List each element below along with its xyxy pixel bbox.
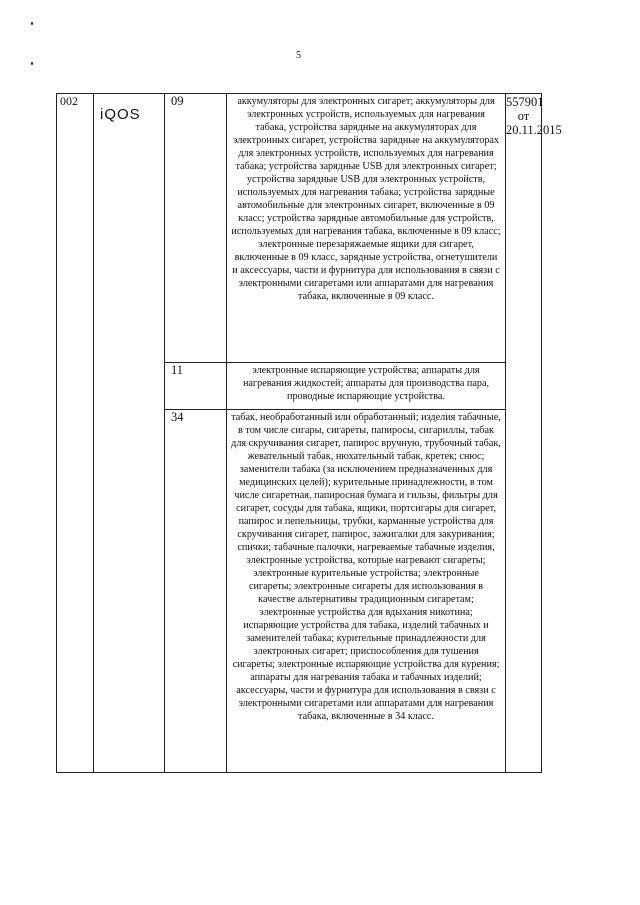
table-row — [57, 94, 542, 363]
goods-list: электронные испаряющие устройства; аппараты для нагревания жидкостей; аппараты для производства пара, проводные испаряющие устройства. — [227, 363, 506, 410]
registration-number: 557901 — [506, 95, 544, 109]
registration-date: 20.11.2015 — [506, 123, 562, 137]
trademark-cell — [94, 94, 165, 773]
registration-cell — [506, 94, 562, 773]
registration-from-label: от — [517, 109, 530, 123]
row-number: 002 — [57, 94, 94, 773]
scan-speck — [31, 62, 33, 65]
scan-speck — [31, 22, 33, 25]
page-number: 5 — [296, 50, 301, 61]
class-number: 09 — [165, 94, 227, 363]
iqos-logo: iQOS — [100, 106, 141, 123]
class-number: 11 — [165, 363, 227, 410]
class-number: 34 — [165, 410, 227, 773]
goods-list: табак, необработанный или обработанный; изделия табачные, в том числе сигары, сигареты, папиросы, сигариллы, табак для скручивания сигарет, папирос вручную, трубочный табак, жевательный табак, нюхательный табак, кретек; снюс; заменители табака (за исключением предназначенных для медицинских целей); курительные принадлежности, в том числе сигаретная, папиросная бумага и гильзы, фильтры для сигарет, сосуды для табака, ящики, портсигары для сигарет, папирос и пепельницы, трубки, карманные устройства для скручивания сигарет, папирос, зажигалки для закуривания; спички; табачные палочки, нагреваемые табачные изделия, электронные устройства, которые нагревают сигареты; электронные курительные устройства; электронные сигареты; электронные сигареты для использования в качестве альтернативы традиционным сигаретам; электронные устройства для вдыхания никотина; испаряющие устройства для табака, изделий табачных и заменителей табака; курительные принадлежности для электронных сигарет; приспособления для тушения сигареты; электронные испаряющие устройства для курения; аппараты для нагревания табака и табачных изделий; аксессуары, части и фурнитура для использования в связи с электронными сигаретами или аппаратами для нагревания табака, включенные в 34 класс. — [227, 410, 506, 773]
registration-table — [56, 93, 562, 773]
goods-list: аккумуляторы для электронных сигарет; аккумуляторы для электронных устройств, используемых для нагревания табака, устройства зарядные на аккумуляторах для электронных сигарет, устройства зарядные на аккумуляторах для электронных устройств, используемых для нагревания табака; устройства зарядные USB для электронных сигарет; устройства зарядные USB для электронных устройств, используемых для нагревания табака; устройства зарядные автомобильные для электронных сигарет, включенные в 09 класс; устройства зарядные автомобильные для устройств, используемых для нагревания табака, включенные в 09 класс; электронные перезаряжаемые ящики для сигарет, включенные в 09 класс, зарядные устройства, огнетушители и аксессуары, части и фурнитура для использования в связи с электронными сигаретами или аппаратами для нагревания табака, включенные в 09 класс. — [227, 94, 506, 363]
